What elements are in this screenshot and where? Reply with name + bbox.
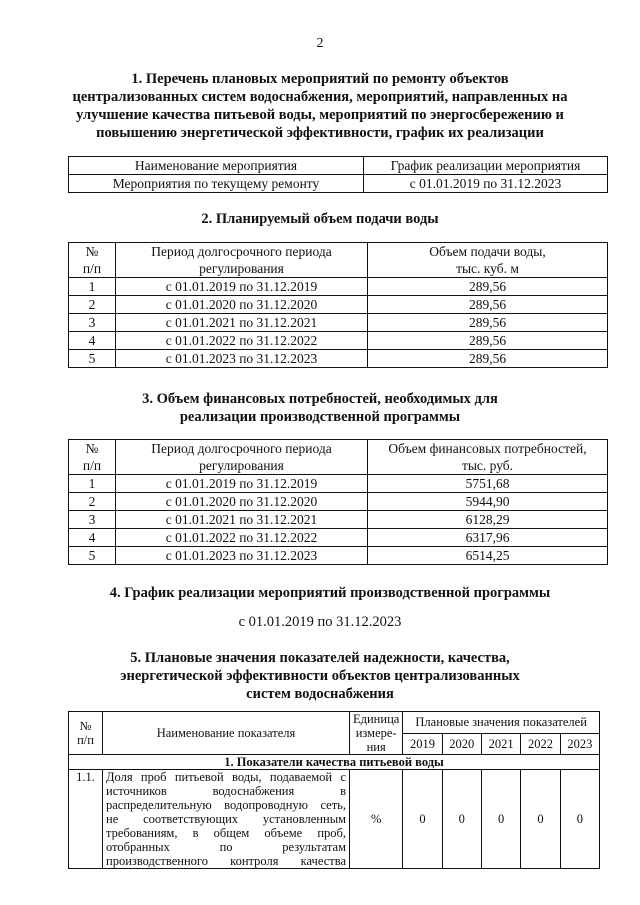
row-value: 289,56 bbox=[368, 332, 608, 350]
row-value-2019: 0 bbox=[403, 770, 442, 869]
table-row bbox=[69, 278, 608, 296]
table-row bbox=[69, 493, 608, 511]
indicator-line: источников водоснабжения в bbox=[106, 784, 346, 798]
table-header-row bbox=[69, 712, 600, 734]
header-line: № bbox=[79, 719, 92, 733]
table-row bbox=[69, 770, 600, 869]
indicator-line: отобранных по результатам bbox=[106, 840, 346, 854]
col-header-volume bbox=[368, 243, 608, 278]
row-indicator bbox=[103, 770, 350, 869]
col-header-year: 2019 bbox=[403, 733, 442, 755]
indicator-line: не соответствующих установленным bbox=[106, 812, 346, 826]
table-header-row bbox=[69, 243, 608, 278]
measures-table bbox=[68, 156, 608, 193]
col-header-num bbox=[69, 712, 103, 755]
row-num: 1 bbox=[69, 278, 116, 296]
row-value: 6514,25 bbox=[368, 547, 608, 565]
row-value: 289,56 bbox=[368, 350, 608, 368]
section1-title-line: централизованных систем водоснабжения, мероприятий, направленных на bbox=[72, 89, 568, 105]
col-header-schedule: График реализации мероприятия bbox=[364, 157, 608, 175]
row-num: 2 bbox=[69, 296, 116, 314]
table-header-row bbox=[69, 440, 608, 475]
row-value-2023: 0 bbox=[560, 770, 599, 869]
col-header-year: 2022 bbox=[521, 733, 560, 755]
table-row bbox=[69, 475, 608, 493]
row-num: 1.1. bbox=[69, 770, 103, 869]
row-num: 3 bbox=[69, 314, 116, 332]
page-number: 2 bbox=[316, 36, 324, 51]
row-period: с 01.01.2022 по 31.12.2022 bbox=[116, 332, 368, 350]
indicators-table bbox=[68, 711, 600, 869]
row-num: 4 bbox=[69, 332, 116, 350]
section5-title-line: систем водоснабжения bbox=[246, 686, 394, 702]
header-line: № bbox=[85, 244, 99, 259]
row-num: 5 bbox=[69, 350, 116, 368]
col-header-planned: Плановые значения показателей bbox=[403, 712, 600, 734]
row-num: 5 bbox=[69, 547, 116, 565]
row-value-2020: 0 bbox=[442, 770, 481, 869]
col-header-period bbox=[116, 440, 368, 475]
row-value-2021: 0 bbox=[481, 770, 520, 869]
table-row bbox=[69, 332, 608, 350]
row-value: 6317,96 bbox=[368, 529, 608, 547]
row-period: с 01.01.2021 по 31.12.2021 bbox=[116, 314, 368, 332]
header-line: измере- bbox=[355, 726, 397, 740]
section1-title-line: улучшение качества питьевой воды, мероприятий по энергосбережению и bbox=[76, 107, 564, 123]
row-period: с 01.01.2019 по 31.12.2019 bbox=[116, 475, 368, 493]
row-value-2022: 0 bbox=[521, 770, 560, 869]
section5-title-line: 5. Плановые значения показателей надежности, качества, bbox=[130, 650, 510, 666]
row-value: 289,56 bbox=[368, 296, 608, 314]
section1-title-line: повышению энергетической эффективности, график их реализации bbox=[96, 125, 544, 141]
row-period: с 01.01.2023 по 31.12.2023 bbox=[116, 350, 368, 368]
financial-needs-table bbox=[68, 439, 608, 565]
row-num: 1 bbox=[69, 475, 116, 493]
row-unit: % bbox=[350, 770, 403, 869]
row-period: с 01.01.2021 по 31.12.2021 bbox=[116, 511, 368, 529]
col-header-measure: Наименование мероприятия bbox=[69, 157, 364, 175]
header-line: Период долгосрочного периода bbox=[151, 441, 332, 456]
section5-title bbox=[40, 649, 600, 703]
indicator-line: распределительную водопроводную сеть, bbox=[106, 798, 346, 812]
col-header-num bbox=[69, 440, 116, 475]
row-period: с 01.01.2023 по 31.12.2023 bbox=[116, 547, 368, 565]
col-header-unit bbox=[350, 712, 403, 755]
table-header-row bbox=[69, 157, 608, 175]
row-period: с 01.01.2019 по 31.12.2019 bbox=[116, 278, 368, 296]
header-line: регулирования bbox=[199, 458, 284, 473]
col-header-period bbox=[116, 243, 368, 278]
schedule-cell: с 01.01.2019 по 31.12.2023 bbox=[364, 175, 608, 193]
header-line: регулирования bbox=[199, 261, 284, 276]
table-row bbox=[69, 314, 608, 332]
section4-title: 4. График реализации мероприятий производственной программы bbox=[109, 585, 551, 601]
row-value: 6128,29 bbox=[368, 511, 608, 529]
col-header-financial bbox=[368, 440, 608, 475]
header-line: Объем финансовых потребностей, bbox=[388, 441, 587, 456]
section3-title bbox=[40, 390, 600, 426]
table-row bbox=[69, 511, 608, 529]
group-title: 1. Показатели качества питьевой воды bbox=[69, 755, 600, 770]
col-header-year: 2021 bbox=[481, 733, 520, 755]
table-row bbox=[69, 175, 608, 193]
header-line: п/п bbox=[82, 458, 102, 473]
section3-title-line: 3. Объем финансовых потребностей, необходимых для bbox=[142, 391, 498, 407]
section3-title-line: реализации производственной программы bbox=[179, 409, 461, 425]
table-row bbox=[69, 350, 608, 368]
row-value: 5751,68 bbox=[368, 475, 608, 493]
header-line: Период долгосрочного периода bbox=[151, 244, 332, 259]
row-period: с 01.01.2020 по 31.12.2020 bbox=[116, 296, 368, 314]
row-period: с 01.01.2020 по 31.12.2020 bbox=[116, 493, 368, 511]
group-row bbox=[69, 755, 600, 770]
header-line: п/п bbox=[77, 733, 94, 747]
col-header-year: 2023 bbox=[560, 733, 599, 755]
table-row bbox=[69, 547, 608, 565]
row-value: 289,56 bbox=[368, 314, 608, 332]
water-supply-table bbox=[68, 242, 608, 368]
table-row bbox=[69, 529, 608, 547]
row-num: 4 bbox=[69, 529, 116, 547]
section4-period: с 01.01.2019 по 31.12.2023 bbox=[238, 614, 402, 630]
row-value: 5944,90 bbox=[368, 493, 608, 511]
indicator-line: производственного контроля качества bbox=[106, 854, 346, 868]
header-line: Объем подачи воды, bbox=[429, 244, 546, 259]
table-row bbox=[69, 296, 608, 314]
section5-title-line: энергетической эффективности объектов централизованных bbox=[120, 668, 520, 684]
row-period: с 01.01.2022 по 31.12.2022 bbox=[116, 529, 368, 547]
indicator-line: Доля проб питьевой воды, подаваемой с bbox=[106, 770, 346, 784]
col-header-indicator: Наименование показателя bbox=[103, 712, 350, 755]
row-num: 3 bbox=[69, 511, 116, 529]
row-num: 2 bbox=[69, 493, 116, 511]
header-line: тыс. руб. bbox=[461, 458, 514, 473]
row-value: 289,56 bbox=[368, 278, 608, 296]
header-line: п/п bbox=[82, 261, 102, 276]
header-line: ния bbox=[366, 740, 386, 754]
col-header-year: 2020 bbox=[442, 733, 481, 755]
indicator-line: требованиям, в общем объеме проб, bbox=[106, 826, 346, 840]
section1-title bbox=[40, 70, 600, 142]
section2-title: 2. Планируемый объем подачи воды bbox=[201, 211, 439, 227]
col-header-num bbox=[69, 243, 116, 278]
header-line: № bbox=[85, 441, 99, 456]
section1-title-line: 1. Перечень плановых мероприятий по ремонту объектов bbox=[131, 71, 509, 87]
measure-cell: Мероприятия по текущему ремонту bbox=[69, 175, 364, 193]
header-line: тыс. куб. м bbox=[456, 261, 519, 276]
header-line: Единица bbox=[353, 712, 400, 726]
